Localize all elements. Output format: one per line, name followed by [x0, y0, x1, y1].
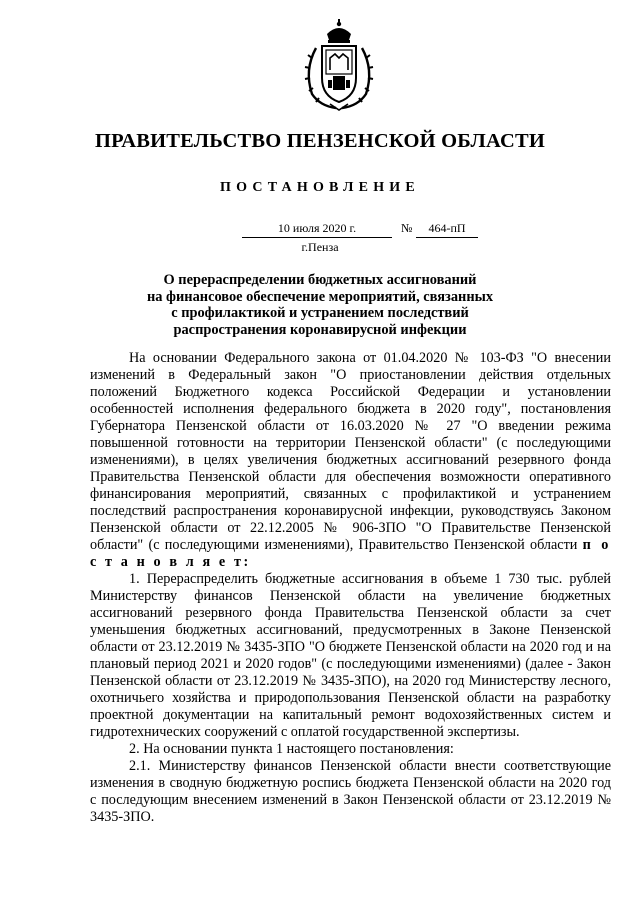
paragraph-item-2: 2. На основании пункта 1 настоящего постановления: — [129, 741, 454, 757]
resolves-word: п о с т а н о в л я е т: — [90, 537, 611, 570]
decree-number-label: № — [401, 221, 413, 235]
heading-line: О перераспределении бюджетных ассигнований — [163, 272, 477, 288]
decree-heading — [130, 272, 510, 338]
decree-body — [90, 350, 611, 826]
decree-date: 10 июля 2020 г. — [242, 221, 392, 238]
heading-line: с профилактикой и устранением последствий — [171, 305, 469, 322]
paragraph-item-1: 1. Перераспределить бюджетные ассигнования в объеме 1 730 тыс. рублей Министерству финансов Пензенской области на увеличение бюджетных ассигнований резервного фонда Правительства Пензенской области за счет уменьшения бюджетных ассигнований, предусмотренных в Законе Пензенской области от 23.12.2019 № 3435-ЗПО "О бюджете Пензенской области на 2020 год и на плановый период 2021 и 2020 годов" (с последующими изменениями) (далее - Закон Пензенской области от 23.12.2019 № 3435-ЗПО), на 2020 год Министерству лесного, охотничьего хозяйства и природопользования Пензенской области на разработку проектной документации на капитальный ремонт водохозяйственных систем и гидротехнических сооружений с оплатой государственной экспертизы. — [90, 571, 611, 740]
city: г.Пенза — [301, 240, 339, 254]
document-type: ПОСТАНОВЛЕНИЕ — [220, 180, 420, 195]
preamble-text: На основании Федерального закона от 01.04.2020 № 103-ФЗ "О внесении изменений в Федеральный закон "О приостановлении действия отдельных положений Бюджетного кодекса Российской Федерации и установлении особенностей исполнения федерального бюджета в 2020 году", постановления Губернатора Пензенской области от 16.03.2020 № 27 "О введении режима повышенной готовности на территории Пензенской области" (с последующими изменениями), в целях увеличения бюджетных ассигнований резервного фонда Правительства Пензенской области для обеспечения возможности оперативного финансирования мероприятий, связанных с профилактикой и устранением последствий распространения коронавирусной инфекции, руководствуясь Законом Пензенской области от 22.12.2005 № 906-ЗПО "О Правительстве Пензенской области" (с последующими изменениями), Правительство Пензенской области — [90, 350, 611, 553]
heading-line: на финансовое обеспечение мероприятий, связанных — [146, 288, 494, 305]
coat-of-arms-icon — [300, 18, 378, 112]
government-title: ПРАВИТЕЛЬСТВО ПЕНЗЕНСКОЙ ОБЛАСТИ — [95, 130, 545, 152]
heading-line: распространения коронавирусной инфекции — [173, 321, 467, 338]
preamble-paragraph — [90, 350, 611, 571]
decree-number: 464-пП — [416, 221, 478, 238]
paragraph-item-2-1: 2.1. Министерству финансов Пензенской области внести соответствующие изменения в сводную бюджетную роспись бюджета Пензенской области на 2020 год с последующим внесением изменений в Закон Пензенской области от 23.12.2019 № 3435-ЗПО. — [90, 758, 611, 825]
